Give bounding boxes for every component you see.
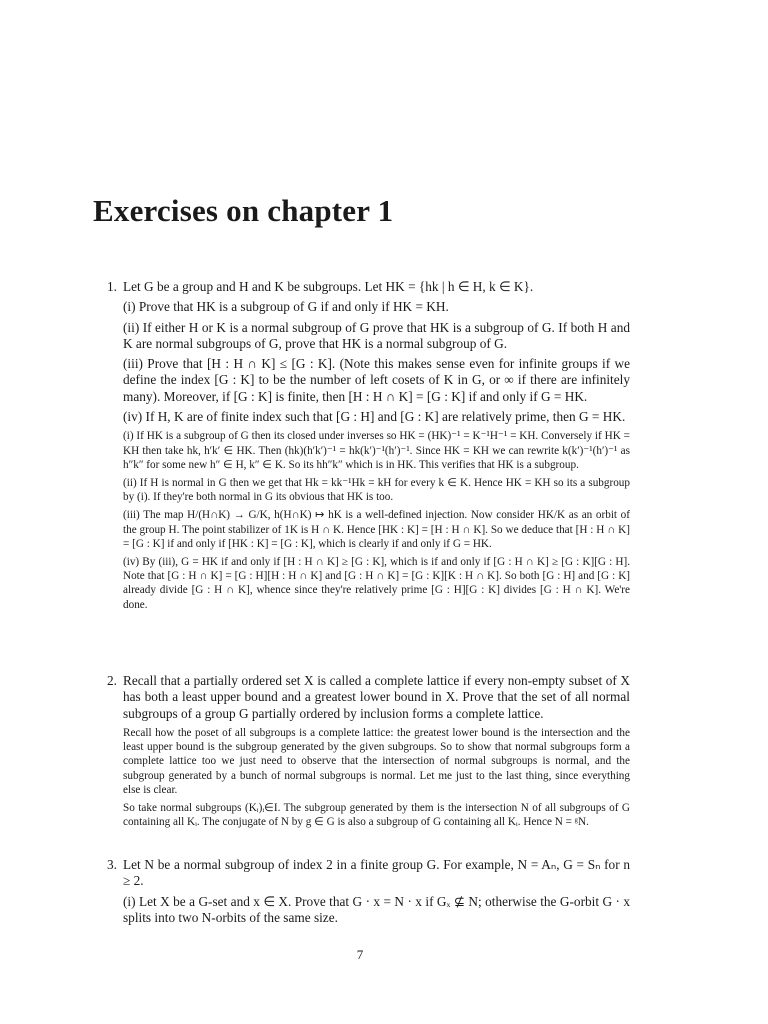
exercise-statement-paragraph: (iv) If H, K are of finite index such that [G : H] and [G : K] are relatively prime, then G = HK. (123, 409, 626, 425)
exercise-2 (107, 673, 630, 833)
exercise-statement-paragraph: (i) Let X be a G-set and x ∈ X. Prove that G · x = N · x if Gₓ ⊈ N; otherwise the G-orbit G · x splits into two N-orbits of the same size. (123, 893, 630, 925)
exercise-statement-paragraph: Recall that a partially ordered set X is called a complete lattice if every non-empty subset of X has both a least upper bound and a greatest lower bound in X. Prove that the set of all normal subgroups of a group G partially ordered by inclusion forms a complete lattice. (123, 673, 630, 721)
chapter-title: Exercises on chapter 1 (93, 193, 394, 228)
exercise-statement-paragraph: Let N be a normal subgroup of index 2 in a finite group G. For example, N = Aₙ, G = Sₙ for n ≥ 2. (123, 857, 630, 889)
exercise-3 (107, 857, 630, 930)
solution-paragraph: Recall how the poset of all subgroups is a complete lattice: the greatest lower bound is the intersection and the least upper bound is the subgroup generated by the given subgroups. So to show that normal subgroups form a complete lattice too we just need to observe that the intersection of normal subgroups is normal, and the subgroup generated by a bunch of normal subgroups is normal. Let me just to the last thing, since everything else is clear. (123, 726, 630, 796)
solution-paragraph: (ii) If H is normal in G then we get that Hk = kk⁻¹Hk = kH for every k ∈ K. Hence HK = KH so its a subgroup by (i). If they're both normal in G its obvious that HK is too. (123, 476, 630, 504)
exercise-number: 1. (107, 279, 117, 294)
page-number: 7 (356, 947, 364, 962)
exercise-statement-paragraph: (ii) If either H or K is a normal subgroup of G prove that HK is a subgroup of G. If both H and K are normal subgroups of G, prove that HK is a normal subgroup of G. (123, 319, 630, 351)
solution-paragraph: So take normal subgroups (Kᵢ)ᵢ∈I. The subgroup generated by them is the intersection N of all subgroups of G containing all Kᵢ. The conjugate of N by g ∈ G is also a subgroup of G containing all Kᵢ. Hence N = ᵍN. (123, 801, 630, 829)
solution-paragraph: (iii) The map H/(H∩K) → G/K, h(H∩K) ↦ hK is a well-defined injection. Now consider HK/K as an orbit of the group H. The point stabilizer of 1K is H ∩ K. Hence [HK : K] = [H : H ∩ K]. So we deduce that [H : H ∩ K] = [G : K] if and only if [HK : K] = [G : K], which is clearly if and only if G = HK. (123, 509, 630, 550)
exercise-statement-paragraph: (i) Prove that HK is a subgroup of G if and only if HK = KH. (123, 299, 449, 315)
exercise-number: 2. (107, 673, 117, 688)
exercise-1 (107, 279, 630, 616)
exercise-number: 3. (107, 857, 117, 872)
exercise-statement-paragraph: Let G be a group and H and K be subgroups. Let HK = {hk | h ∈ H, k ∈ K}. (123, 279, 534, 294)
solution-paragraph: (i) If HK is a subgroup of G then its closed under inverses so HK = (HK)⁻¹ = K⁻¹H⁻¹ = KH. Conversely if HK = KH then take hk, h′k′ ∈ HK. Then (hk)(h′k′)⁻¹ = hk(k′)⁻¹(h′)⁻¹. Since HK = KH we can rewrite k(k′)⁻¹(h′)⁻¹ as h″k″ for some new h″ ∈ H, k″ ∈ K. So its hh″k″ which is in HK. This verifies that HK is a subgroup. (123, 430, 630, 471)
exercise-statement-paragraph: (iii) Prove that [H : H ∩ K] ≤ [G : K]. (Note this makes sense even for infinite groups if we define the index [G : K] to be the number of left cosets of K in G, or ∞ if there are infinitely many). Moreover, if [G : K] is finite, then [H : H ∩ K] = [G : K] if and only if G = HK. (123, 356, 630, 404)
solution-paragraph: (iv) By (iii), G = HK if and only if [H : H ∩ K] ≥ [G : K], which is if and only if [G : H ∩ K] ≥ [G : K][G : H]. Note that [G : H ∩ K] = [G : H][H : H ∩ K] and [G : H ∩ K] = [G : K][K : H ∩ K]. So both [G : H] and [G : K] already divide [G : H ∩ K], whence since they're relatively prime [G : H][G : K] divides [G : H ∩ K]. We're done. (123, 556, 630, 611)
